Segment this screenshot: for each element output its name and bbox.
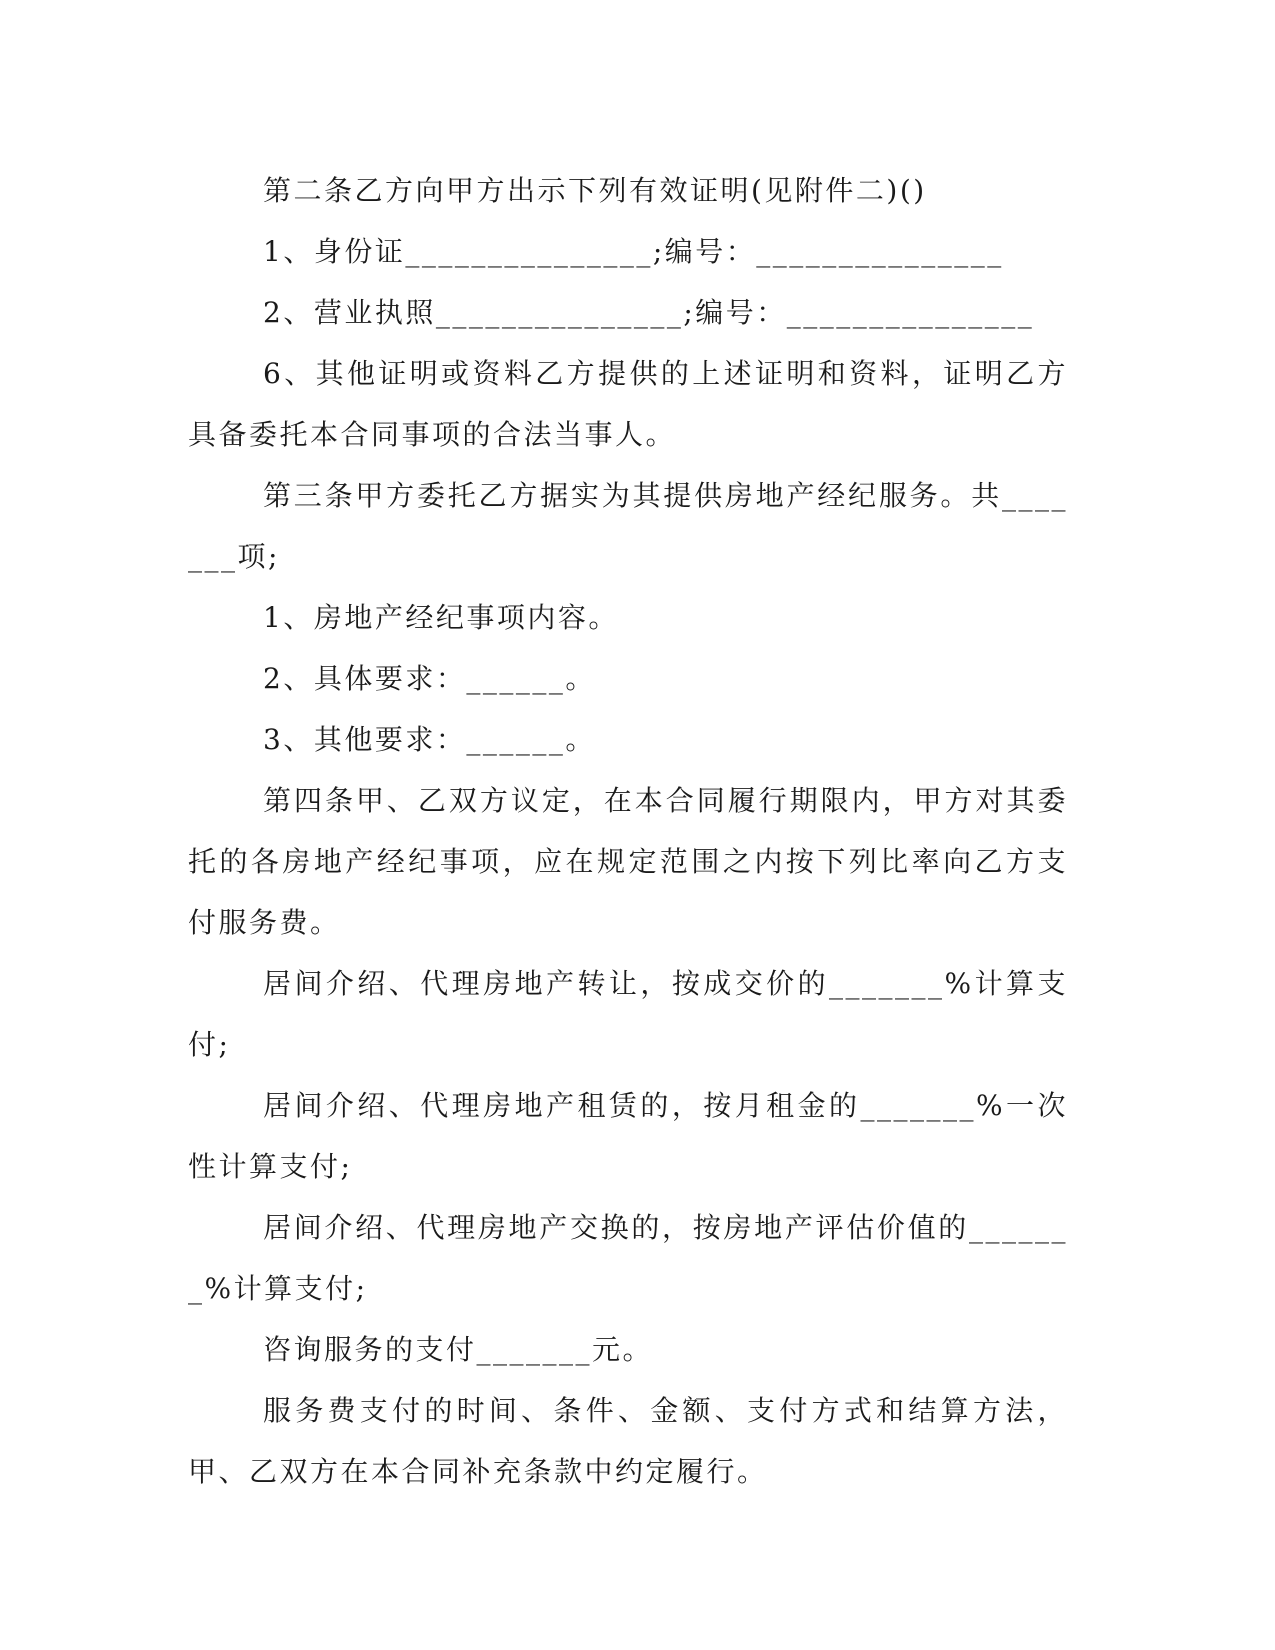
contract-body <box>188 160 1068 1502</box>
article-4-paragraph: 第四条甲、乙双方议定，在本合同履行期限内，甲方对其委托的各房地产经纪事项，应在规定范围之内按下列比率向乙方支付服务费。 <box>188 784 1068 939</box>
business-license-line: 2、营业执照_______________;编号：_______________ <box>263 296 1035 329</box>
id-card-line: 1、身份证_______________;编号：_______________ <box>263 235 1004 268</box>
article-3-heading: 第三条甲方委托乙方据实为其提供房地产经纪服务。共_______项; <box>188 479 1068 573</box>
exchange-fee-line: 居间介绍、代理房地产交换的，按房地产评估价值的_______%计算支付; <box>188 1211 1068 1305</box>
transfer-fee-line: 居间介绍、代理房地产转让，按成交价的_______%计算支付; <box>188 967 1068 1061</box>
article-2-heading: 第二条乙方向甲方出示下列有效证明(见附件二)() <box>263 174 927 207</box>
other-documents-paragraph: 6、其他证明或资料乙方提供的上述证明和资料，证明乙方具备委托本合同事项的合法当事人。 <box>188 357 1068 451</box>
brokerage-content-item: 1、房地产经纪事项内容。 <box>263 601 619 634</box>
specific-requirements-item: 2、具体要求：______。 <box>263 662 596 695</box>
other-requirements-item: 3、其他要求：______。 <box>263 723 596 756</box>
lease-fee-line: 居间介绍、代理房地产租赁的，按月租金的_______%一次性计算支付; <box>188 1089 1068 1183</box>
consulting-fee-line: 咨询服务的支付_______元。 <box>263 1333 654 1366</box>
payment-terms-paragraph: 服务费支付的时间、条件、金额、支付方式和结算方法，甲、乙双方在本合同补充条款中约定履行。 <box>188 1394 1068 1488</box>
